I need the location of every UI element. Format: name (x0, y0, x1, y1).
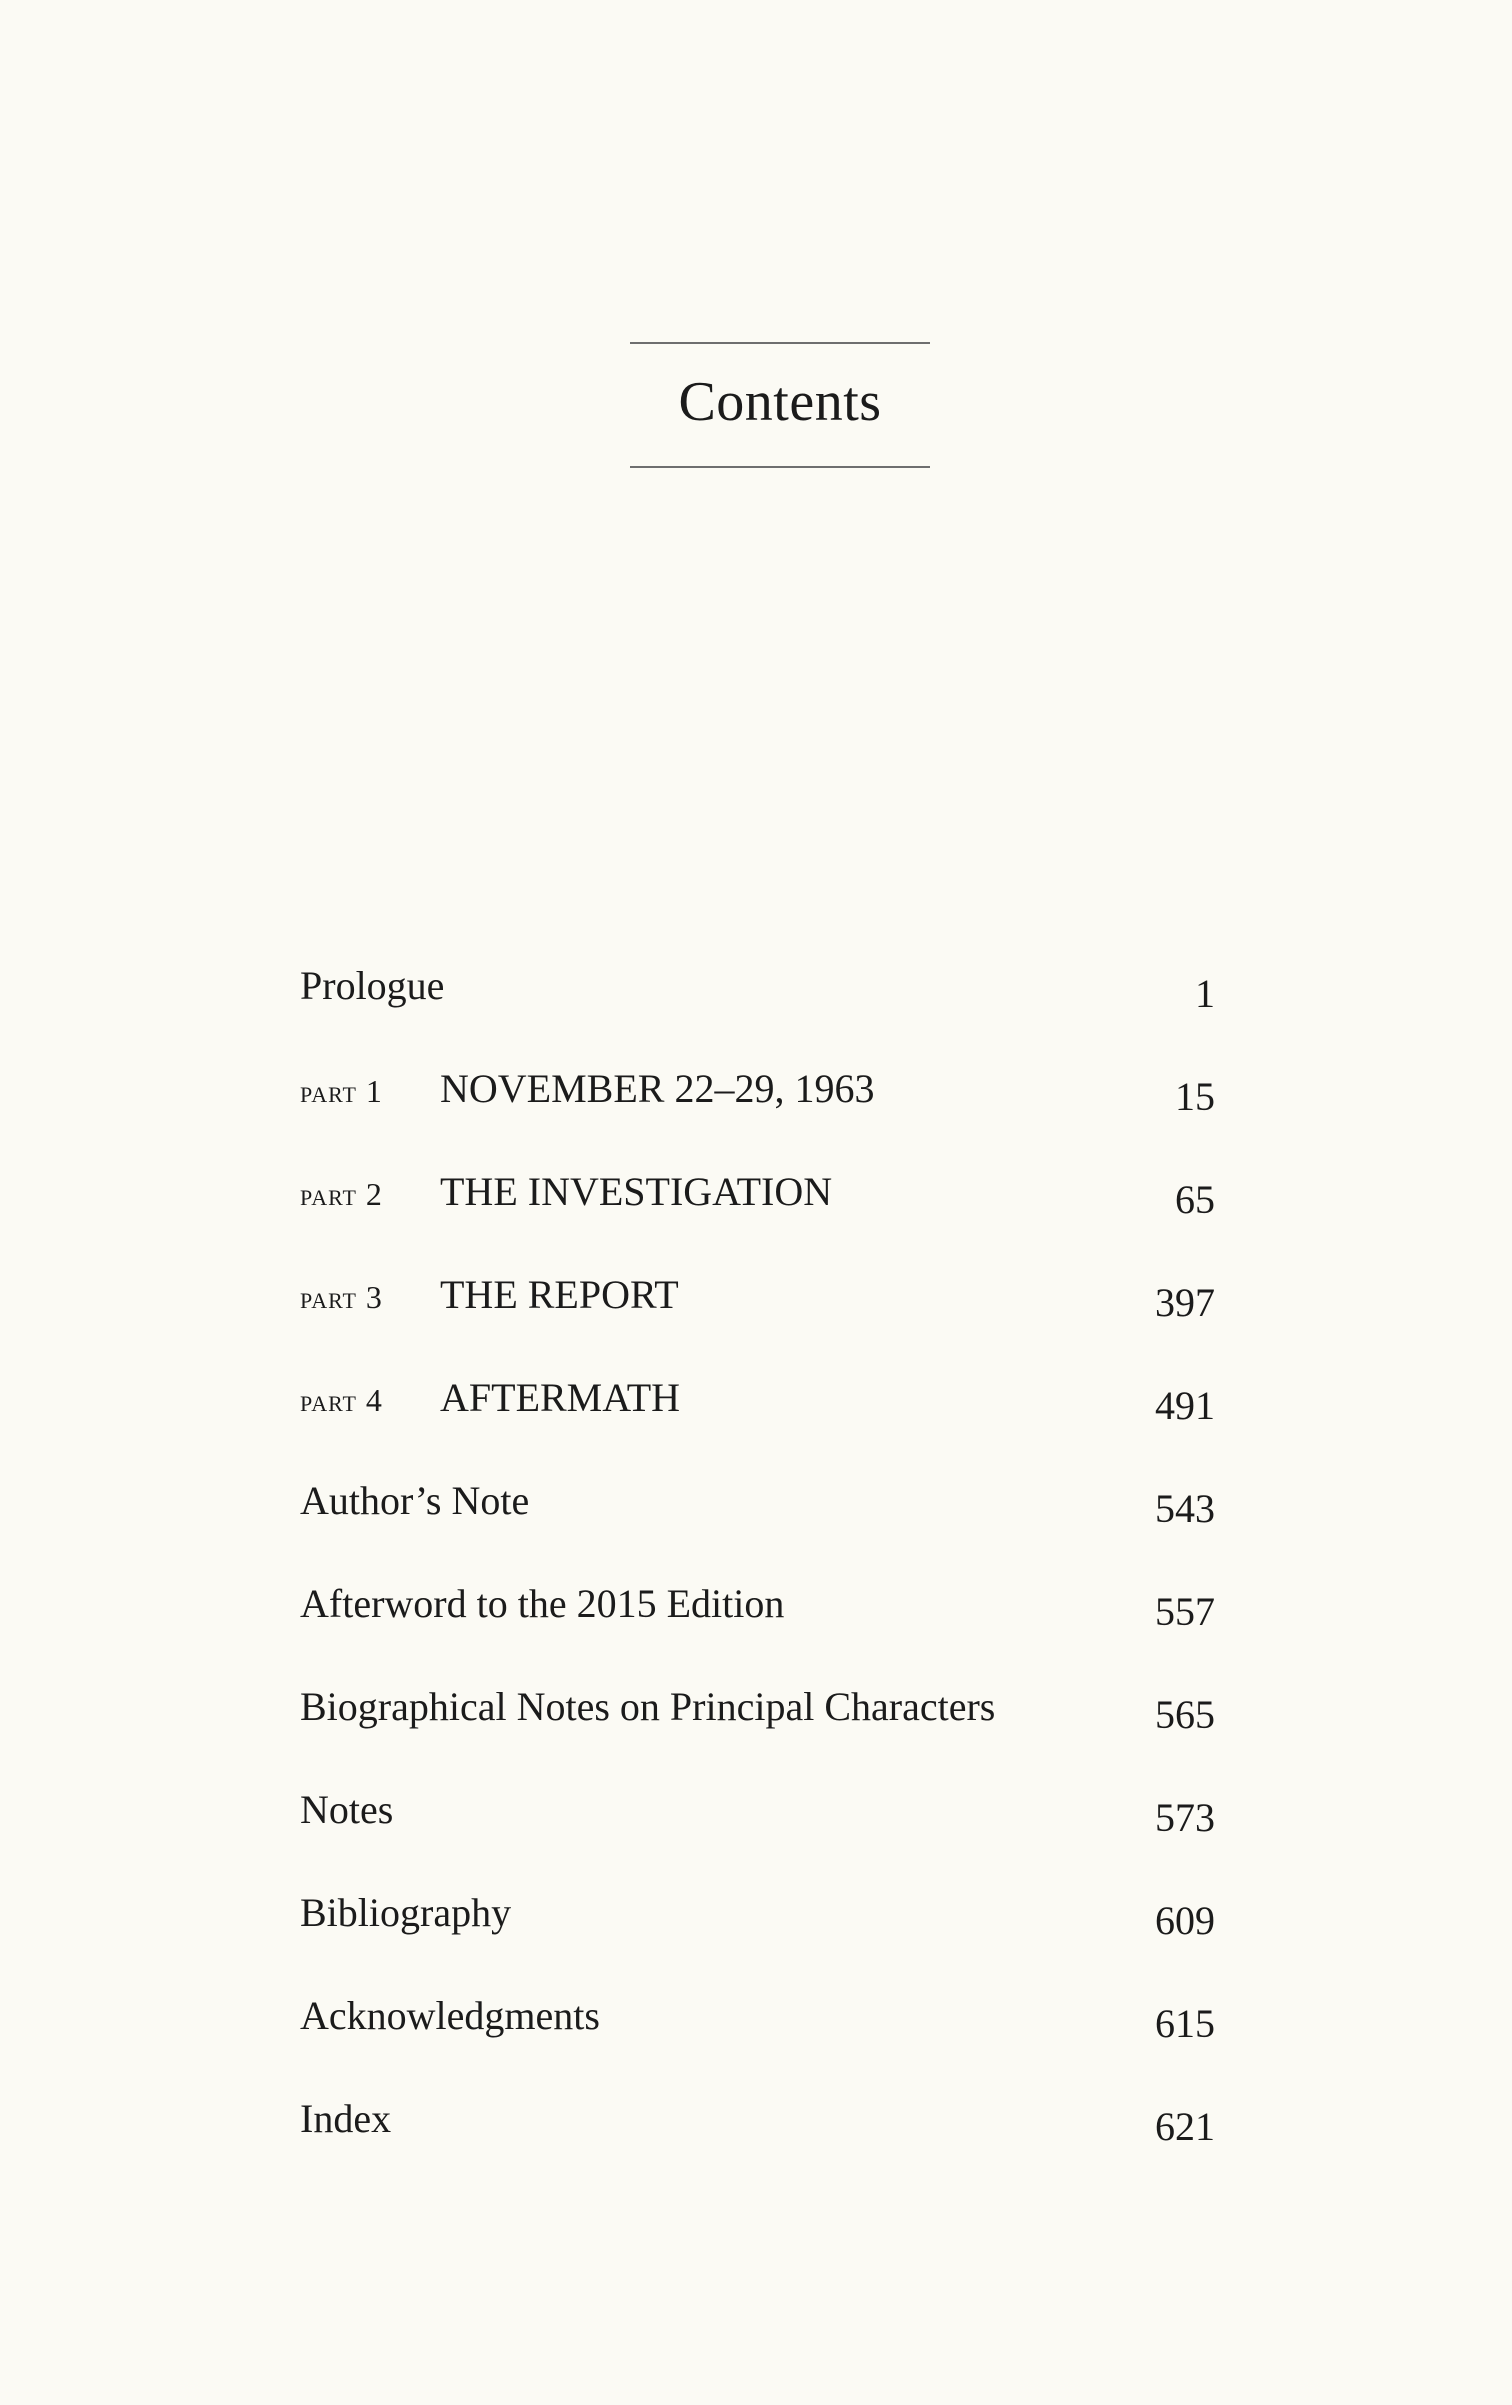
page-title: Contents (678, 371, 882, 433)
toc-entry-title: Biographical Notes on Principal Characters (300, 1684, 996, 1729)
part-title: THE INVESTIGATION (440, 1169, 833, 1214)
toc-entry-title: Author’s Note (300, 1478, 530, 1523)
toc-entry-notes (300, 1784, 1215, 1887)
contents-heading (630, 342, 930, 468)
part-title: THE REPORT (440, 1272, 679, 1317)
toc-entry-part-2 (300, 1166, 1215, 1269)
part-number: part 3 (300, 1279, 383, 1315)
toc-page-number: 621 (1155, 2104, 1215, 2149)
toc-page-number: 65 (1175, 1177, 1215, 1222)
toc-page-number: 557 (1155, 1589, 1215, 1634)
toc-page-number: 573 (1155, 1795, 1215, 1840)
toc-entry-title (300, 1166, 832, 1220)
toc-entry-acknowledgments (300, 1990, 1215, 2093)
toc-page-number: 1 (1195, 971, 1215, 1016)
toc-entry-bibliography (300, 1887, 1215, 1990)
part-number: part 2 (300, 1176, 383, 1212)
toc-entry-title: Afterword to the 2015 Edition (300, 1581, 785, 1626)
toc-entry-index (300, 2093, 1215, 2196)
toc-page-number: 543 (1155, 1486, 1215, 1531)
top-rule (630, 342, 930, 344)
part-number: part 4 (300, 1382, 383, 1418)
toc-entry-title (300, 1063, 874, 1117)
bottom-rule (630, 466, 930, 468)
part-number: part 1 (300, 1073, 383, 1109)
toc-page-number: 565 (1155, 1692, 1215, 1737)
toc-entry-title: Acknowledgments (300, 1993, 600, 2038)
toc-entry-title: Notes (300, 1787, 394, 1832)
toc-entry-title: Index (300, 2096, 392, 2141)
toc-entry-title (300, 1269, 679, 1323)
toc-entry-part-4 (300, 1372, 1215, 1475)
toc-page-number: 615 (1155, 2001, 1215, 2046)
toc-entry-title: Prologue (300, 963, 445, 1008)
table-of-contents (300, 960, 1215, 2196)
toc-entry-title (300, 1372, 680, 1426)
toc-page-number: 491 (1155, 1383, 1215, 1428)
part-title: AFTERMATH (440, 1375, 681, 1420)
toc-page-number: 15 (1175, 1074, 1215, 1119)
toc-entry-biographical-notes (300, 1681, 1215, 1784)
toc-entry-afterword (300, 1578, 1215, 1681)
toc-page-number: 397 (1155, 1280, 1215, 1325)
toc-page-number: 609 (1155, 1898, 1215, 1943)
toc-entry-part-1 (300, 1063, 1215, 1166)
toc-entry-authors-note (300, 1475, 1215, 1578)
toc-entry-part-3 (300, 1269, 1215, 1372)
toc-entry-prologue (300, 960, 1215, 1063)
part-title: NOVEMBER 22–29, 1963 (440, 1066, 875, 1111)
toc-entry-title: Bibliography (300, 1890, 512, 1935)
